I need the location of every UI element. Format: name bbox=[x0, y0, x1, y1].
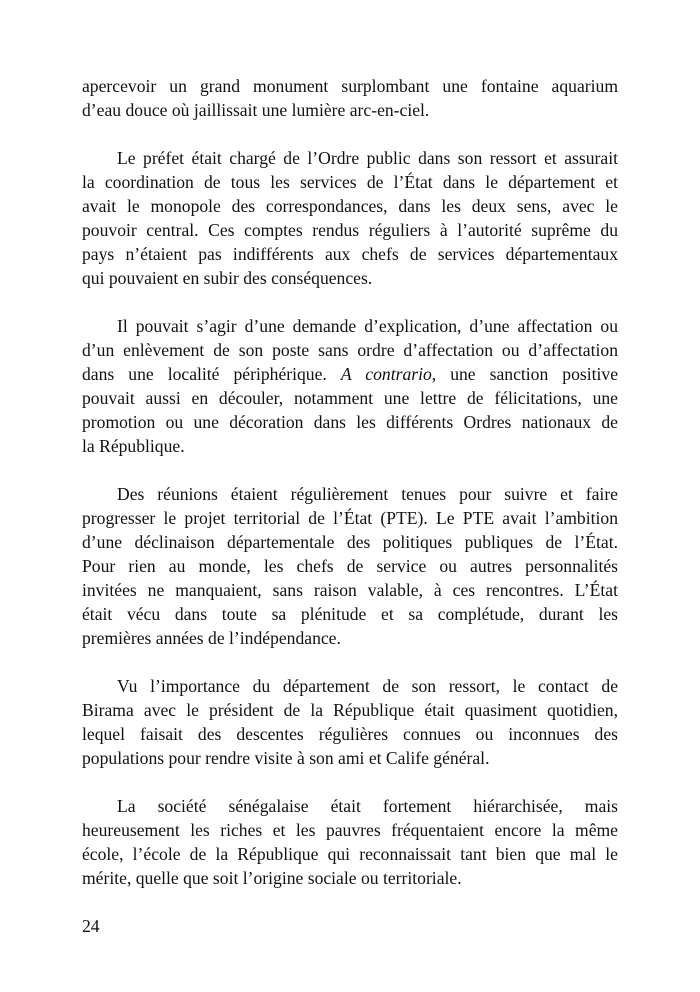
text-line: Birama avec le président de la République était quasiment quotidien, bbox=[82, 700, 618, 720]
text-line: avait le monopole des correspondances, dans les deux sens, avec le bbox=[82, 196, 618, 216]
text-line bbox=[82, 362, 618, 386]
text-line: école, l’école de la République qui reconnaissait tant bien que mal le bbox=[82, 844, 618, 864]
text-line: mérite, quelle que soit l’origine sociale ou territoriale. bbox=[82, 868, 462, 888]
text-line: Il pouvait s’agir d’une demande d’explication, d’une affectation ou bbox=[117, 316, 618, 336]
text-line: d’eau douce où jaillissait une lumière arc-en-ciel. bbox=[82, 100, 430, 120]
paragraph bbox=[82, 146, 618, 290]
text-line: invitées ne manquaient, sans raison valable, à ces rencontres. L’État bbox=[82, 580, 618, 600]
text-line: la coordination de tous les services de l’État dans le département et bbox=[82, 172, 618, 192]
paragraph bbox=[82, 482, 618, 650]
page-number: 24 bbox=[82, 916, 100, 936]
text-line: pouvoir central. Ces comptes rendus réguliers à l’autorité suprême du bbox=[82, 220, 618, 240]
text-segment: dans une localité périphérique. bbox=[82, 364, 341, 384]
text-line: la République. bbox=[82, 436, 185, 456]
text-line: La société sénégalaise était fortement hiérarchisée, mais bbox=[117, 796, 618, 816]
paragraph bbox=[82, 74, 618, 122]
text-line: apercevoir un grand monument surplombant une fontaine aquarium bbox=[82, 76, 618, 96]
paragraph bbox=[82, 674, 618, 770]
text-line: était vécu dans toute sa plénitude et sa complétude, durant les bbox=[82, 604, 618, 624]
text-line: d’une déclinaison départementale des politiques publiques de l’État. bbox=[82, 532, 618, 552]
paragraph bbox=[82, 794, 618, 890]
text-line: promotion ou une décoration dans les différents Ordres nationaux de bbox=[82, 412, 618, 432]
text-line: d’un enlèvement de son poste sans ordre d’affectation ou d’affectation bbox=[82, 340, 618, 360]
text-segment: , une sanction positive bbox=[431, 364, 618, 384]
text-line: progresser le projet territorial de l’État (PTE). Le PTE avait l’ambition bbox=[82, 508, 618, 528]
text-line: heureusement les riches et les pauvres fréquentaient encore la même bbox=[82, 820, 618, 840]
paragraph bbox=[82, 314, 618, 458]
text-line: Vu l’importance du département de son ressort, le contact de bbox=[117, 676, 618, 696]
text-line: Pour rien au monde, les chefs de service ou autres personnalités bbox=[82, 556, 618, 576]
text-line: pays n’étaient pas indifférents aux chefs de services départementaux bbox=[82, 244, 618, 264]
text-line: lequel faisait des descentes régulières connues ou inconnues des bbox=[82, 724, 618, 744]
text-line: premières années de l’indépendance. bbox=[82, 628, 341, 648]
text-line: Des réunions étaient régulièrement tenues pour suivre et faire bbox=[117, 484, 618, 504]
page-body bbox=[82, 74, 618, 914]
italic-text: A contrario bbox=[340, 364, 432, 384]
text-line: pouvait aussi en découler, notamment une lettre de félicitations, une bbox=[82, 388, 618, 408]
text-line: populations pour rendre visite à son ami et Calife général. bbox=[82, 748, 490, 768]
text-line: qui pouvaient en subir des conséquences. bbox=[82, 268, 373, 288]
text-line: Le préfet était chargé de l’Ordre public dans son ressort et assurait bbox=[117, 148, 618, 168]
